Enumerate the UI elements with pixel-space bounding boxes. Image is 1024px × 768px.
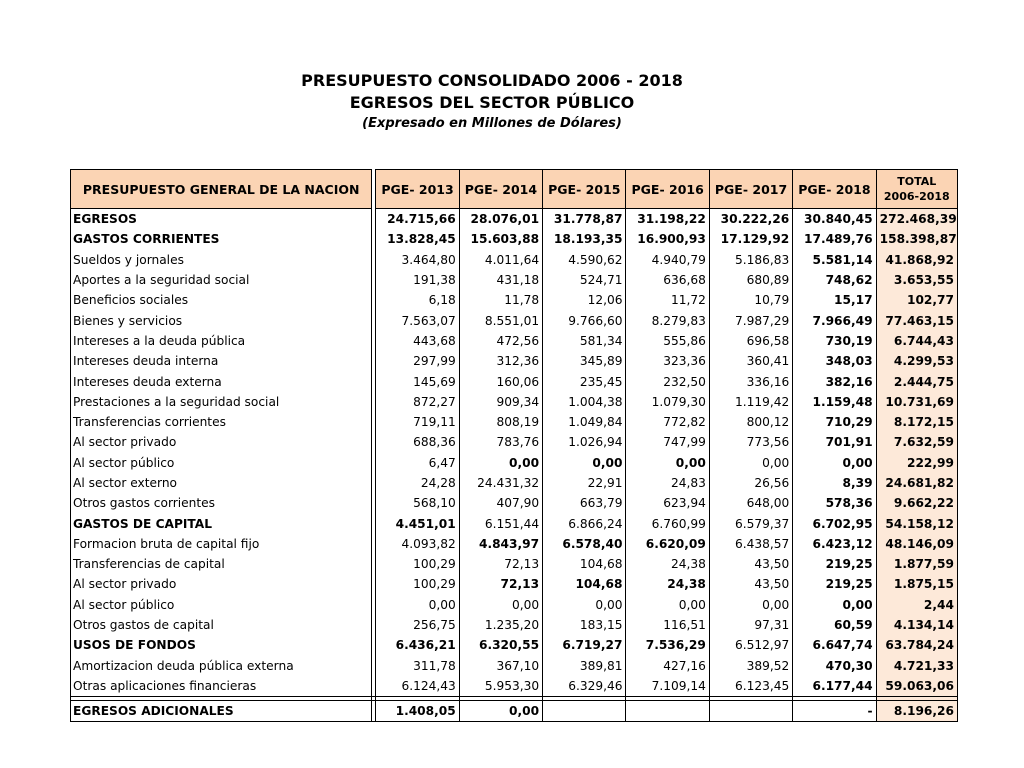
row-value: 191,38 [376,270,459,290]
row-value: 12,06 [543,290,626,310]
row-value: 6.123,45 [709,676,792,697]
row-value: 6,18 [376,290,459,310]
row-value: 663,79 [543,493,626,513]
table-row [71,656,958,676]
row-value: 6,47 [376,453,459,473]
table-row [71,574,958,594]
row-value: 4.451,01 [376,513,459,533]
row-total: 2,44 [876,595,957,615]
row-value: 6.760,99 [626,513,709,533]
row-total: 41.868,92 [876,250,957,270]
row-label: Formacion bruta de capital fijo [71,534,372,554]
row-value: 6.578,40 [543,534,626,554]
row-value: 6.423,12 [793,534,876,554]
row-value: 312,36 [459,351,542,371]
row-value: 15,17 [793,290,876,310]
row-total: 63.784,24 [876,635,957,655]
row-value: 568,10 [376,493,459,513]
row-value: 97,31 [709,615,792,635]
row-value: 183,15 [543,615,626,635]
row-value: 336,16 [709,371,792,391]
row-value: 24,38 [626,574,709,594]
row-value: 6.124,43 [376,676,459,697]
row-value: 30.222,26 [709,209,792,230]
table-row [71,331,958,351]
row-value: 581,34 [543,331,626,351]
row-value: 24.431,32 [459,473,542,493]
row-value: 6.320,55 [459,635,542,655]
row-value: 6.579,37 [709,513,792,533]
row-value [543,701,626,722]
row-value: 6.620,09 [626,534,709,554]
row-value: 100,29 [376,574,459,594]
row-total: 8.196,26 [876,701,957,722]
row-value: 5.581,14 [793,250,876,270]
table-header-row [71,170,958,209]
row-value: 17.489,76 [793,229,876,249]
table-row [71,432,958,452]
row-value: 407,90 [459,493,542,513]
row-value: 0,00 [709,595,792,615]
row-value: 470,30 [793,656,876,676]
row-total: 4.721,33 [876,656,957,676]
row-value: 4.011,64 [459,250,542,270]
row-value: 0,00 [543,595,626,615]
row-total: 158.398,87 [876,229,957,249]
row-label: Sueldos y jornales [71,250,372,270]
row-value: 5.953,30 [459,676,542,697]
header-year: PGE- 2016 [626,170,709,209]
header-year: PGE- 2018 [793,170,876,209]
row-value: 297,99 [376,351,459,371]
row-value: 1.049,84 [543,412,626,432]
row-value: 43,50 [709,554,792,574]
row-total: 3.653,55 [876,270,957,290]
row-value: 4.590,62 [543,250,626,270]
row-value: 24,38 [626,554,709,574]
row-value: 1.026,94 [543,432,626,452]
row-value: 6.151,44 [459,513,542,533]
table-row [71,453,958,473]
table-row [71,351,958,371]
row-total: 7.632,59 [876,432,957,452]
row-value: 28.076,01 [459,209,542,230]
row-value: 24,83 [626,473,709,493]
row-value: 7.987,29 [709,310,792,330]
row-total: 24.681,82 [876,473,957,493]
row-label: Intereses deuda externa [71,371,372,391]
row-value: 427,16 [626,656,709,676]
row-label: EGRESOS ADICIONALES [71,701,372,722]
row-value: 909,34 [459,392,542,412]
row-value: 11,78 [459,290,542,310]
row-label: Al sector público [71,453,372,473]
row-value: 7.563,07 [376,310,459,330]
table-row [71,392,958,412]
row-value: 323,36 [626,351,709,371]
row-value: 72,13 [459,574,542,594]
row-value: 772,82 [626,412,709,432]
row-total: 8.172,15 [876,412,957,432]
row-total: 4.134,14 [876,615,957,635]
row-label: Intereses a la deuda pública [71,331,372,351]
row-value: 18.193,35 [543,229,626,249]
row-label: Bienes y servicios [71,310,372,330]
row-value: 872,27 [376,392,459,412]
row-value: 24,28 [376,473,459,493]
row-value: 6.702,95 [793,513,876,533]
row-label: Amortizacion deuda pública externa [71,656,372,676]
row-value: 6.438,57 [709,534,792,554]
row-label: Al sector público [71,595,372,615]
row-value: 0,00 [626,453,709,473]
header-year: PGE- 2017 [709,170,792,209]
row-total: 77.463,15 [876,310,957,330]
row-total: 272.468,39 [876,209,957,230]
row-value: 648,00 [709,493,792,513]
table-row [71,493,958,513]
row-value: 4.940,79 [626,250,709,270]
row-value: 1.079,30 [626,392,709,412]
row-label: Transferencias corrientes [71,412,372,432]
row-value: 10,79 [709,290,792,310]
row-value: 219,25 [793,554,876,574]
table-row [71,412,958,432]
row-label: Al sector privado [71,432,372,452]
row-value: 800,12 [709,412,792,432]
row-value: 8,39 [793,473,876,493]
table-row [71,209,958,230]
row-value: 22,91 [543,473,626,493]
row-label: USOS DE FONDOS [71,635,372,655]
row-value: 0,00 [793,595,876,615]
table-row [71,270,958,290]
report-subtitle: EGRESOS DEL SECTOR PÚBLICO [349,93,635,112]
row-label: EGRESOS [71,209,372,230]
row-total: 48.146,09 [876,534,957,554]
row-label: Transferencias de capital [71,554,372,574]
row-value: 701,91 [793,432,876,452]
row-total: 222,99 [876,453,957,473]
row-value: 808,19 [459,412,542,432]
table-row [71,534,958,554]
report-units-note: (Expresado en Millones de Dólares) [362,116,622,131]
row-value: 696,58 [709,331,792,351]
row-value: 623,94 [626,493,709,513]
header-year: PGE- 2015 [543,170,626,209]
row-total: 2.444,75 [876,371,957,391]
row-value: 15.603,88 [459,229,542,249]
report-title: PRESUPUESTO CONSOLIDADO 2006 - 2018 [301,71,683,90]
row-value [626,701,709,722]
row-value: 145,69 [376,371,459,391]
row-total: 10.731,69 [876,392,957,412]
row-value: 0,00 [543,453,626,473]
table-row [71,473,958,493]
row-value: 72,13 [459,554,542,574]
row-value: 104,68 [543,574,626,594]
row-value: 116,51 [626,615,709,635]
row-label: Intereses deuda interna [71,351,372,371]
row-label: Al sector privado [71,574,372,594]
row-value: 524,71 [543,270,626,290]
row-value: 0,00 [709,453,792,473]
table-row [71,229,958,249]
row-value: 6.512,97 [709,635,792,655]
row-value: 0,00 [459,453,542,473]
header-total [876,170,957,209]
row-total: 9.662,22 [876,493,957,513]
row-label: GASTOS DE CAPITAL [71,513,372,533]
row-value: 730,19 [793,331,876,351]
header-total-line2: 2006-2018 [883,190,950,203]
row-value: 719,11 [376,412,459,432]
row-value [709,701,792,722]
row-value: 43,50 [709,574,792,594]
row-label: Al sector externo [71,473,372,493]
row-value: 636,68 [626,270,709,290]
row-value: 1.235,20 [459,615,542,635]
row-value: 0,00 [459,701,542,722]
row-value: 24.715,66 [376,209,459,230]
row-value: 1.004,38 [543,392,626,412]
row-value: 555,86 [626,331,709,351]
row-value: 160,06 [459,371,542,391]
row-label: Otras aplicaciones financieras [71,676,372,697]
row-total: 54.158,12 [876,513,957,533]
row-value: 100,29 [376,554,459,574]
table-row [71,250,958,270]
table-row [71,554,958,574]
table-row [71,635,958,655]
table-row [71,615,958,635]
row-value: 748,62 [793,270,876,290]
row-value: 0,00 [376,595,459,615]
row-value: 710,29 [793,412,876,432]
row-value: 235,45 [543,371,626,391]
row-value: 5.186,83 [709,250,792,270]
row-total: 1.877,59 [876,554,957,574]
row-total: 4.299,53 [876,351,957,371]
row-value: 256,75 [376,615,459,635]
row-value: 3.464,80 [376,250,459,270]
header-year: PGE- 2014 [459,170,542,209]
row-value: 6.719,27 [543,635,626,655]
row-value: 8.279,83 [626,310,709,330]
row-value: 783,76 [459,432,542,452]
row-value: 4.093,82 [376,534,459,554]
row-label: Aportes a la seguridad social [71,270,372,290]
header-year: PGE- 2013 [376,170,459,209]
row-value: 31.778,87 [543,209,626,230]
row-value: 1.159,48 [793,392,876,412]
table-row [71,290,958,310]
row-value: 219,25 [793,574,876,594]
row-value: 6.866,24 [543,513,626,533]
row-value: 4.843,97 [459,534,542,554]
row-value: 311,78 [376,656,459,676]
row-value: 6.177,44 [793,676,876,697]
row-total: 59.063,06 [876,676,957,697]
table-row [71,513,958,533]
row-value: 17.129,92 [709,229,792,249]
row-value: 6.329,46 [543,676,626,697]
row-label: Beneficios sociales [71,290,372,310]
row-value: 31.198,22 [626,209,709,230]
row-value: 367,10 [459,656,542,676]
row-value: 443,68 [376,331,459,351]
row-value: 389,52 [709,656,792,676]
budget-table [70,169,958,722]
row-value: 0,00 [793,453,876,473]
header-label-column: PRESUPUESTO GENERAL DE LA NACION [71,170,372,209]
row-value: - [793,701,876,722]
table-row [71,676,958,697]
header-total-line1: TOTAL [897,175,937,188]
row-label: Otros gastos de capital [71,615,372,635]
row-value: 1.119,42 [709,392,792,412]
table-row [71,371,958,391]
row-value: 1.408,05 [376,701,459,722]
row-value: 382,16 [793,371,876,391]
row-value: 747,99 [626,432,709,452]
row-total: 1.875,15 [876,574,957,594]
row-total: 102,77 [876,290,957,310]
row-value: 16.900,93 [626,229,709,249]
row-value: 472,56 [459,331,542,351]
row-value: 360,41 [709,351,792,371]
row-value: 0,00 [459,595,542,615]
row-value: 345,89 [543,351,626,371]
table-row-additional [71,701,958,722]
table-row [71,595,958,615]
row-value: 578,36 [793,493,876,513]
row-value: 104,68 [543,554,626,574]
row-value: 773,56 [709,432,792,452]
row-value: 9.766,60 [543,310,626,330]
row-label: Prestaciones a la seguridad social [71,392,372,412]
row-value: 7.109,14 [626,676,709,697]
row-value: 8.551,01 [459,310,542,330]
table-body [71,209,958,722]
row-value: 60,59 [793,615,876,635]
row-value: 232,50 [626,371,709,391]
row-value: 431,18 [459,270,542,290]
row-value: 0,00 [626,595,709,615]
row-value: 11,72 [626,290,709,310]
row-value: 13.828,45 [376,229,459,249]
row-value: 26,56 [709,473,792,493]
row-label: Otros gastos corrientes [71,493,372,513]
report-titles [0,70,1024,134]
row-total: 6.744,43 [876,331,957,351]
row-value: 6.647,74 [793,635,876,655]
table-row [71,310,958,330]
row-value: 7.966,49 [793,310,876,330]
row-value: 680,89 [709,270,792,290]
row-value: 688,36 [376,432,459,452]
row-value: 30.840,45 [793,209,876,230]
row-value: 389,81 [543,656,626,676]
row-value: 7.536,29 [626,635,709,655]
row-value: 6.436,21 [376,635,459,655]
row-label: GASTOS CORRIENTES [71,229,372,249]
row-value: 348,03 [793,351,876,371]
